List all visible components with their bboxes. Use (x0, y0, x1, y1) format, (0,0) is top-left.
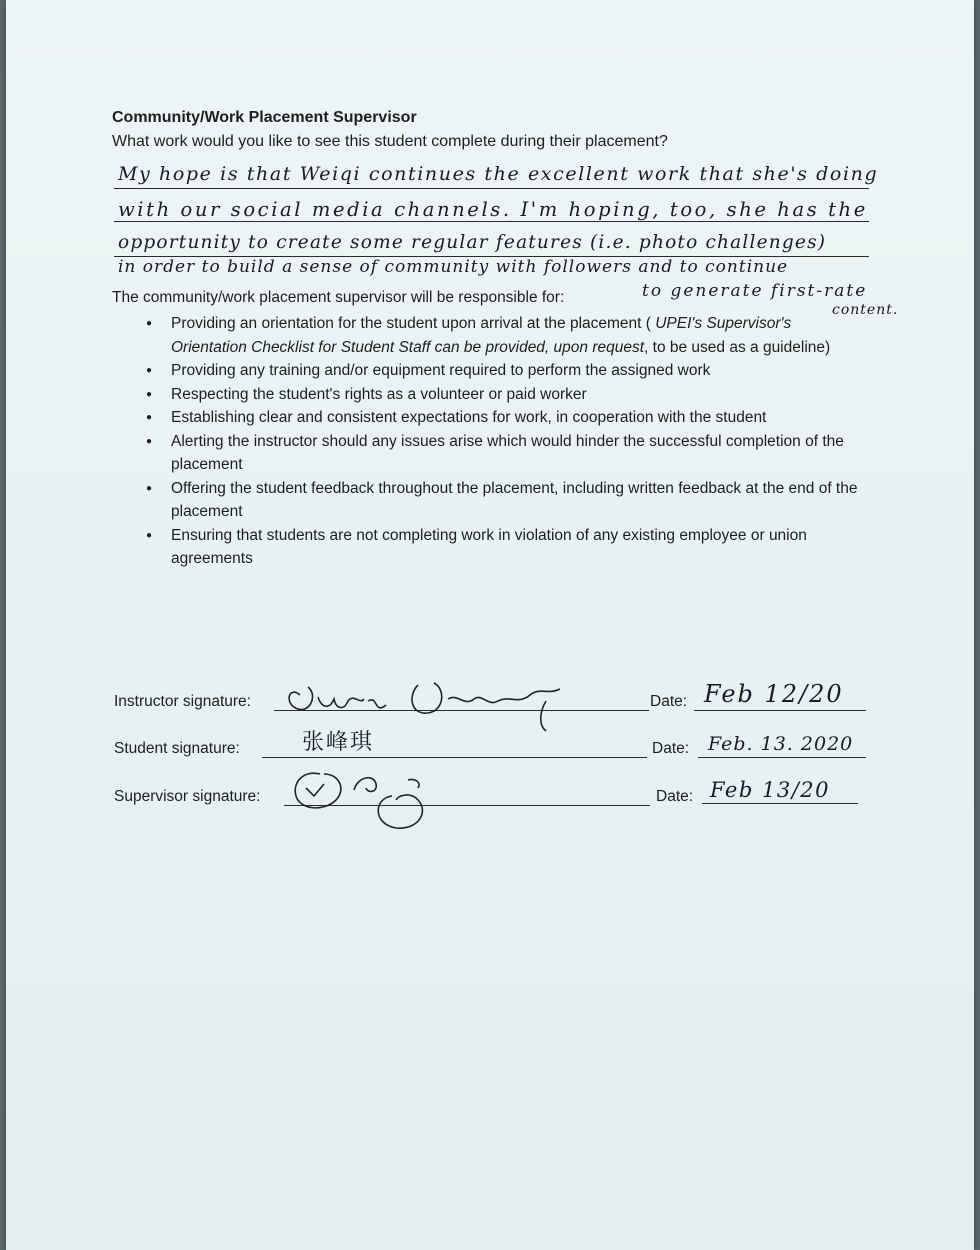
responsibilities-intro: The community/work placement supervisor will be responsible for: (112, 289, 565, 306)
supervisor-signature-scribble (284, 762, 444, 834)
list-item: ● Offering the student feedback throughout the placement, including written feedback at the end of the placement (146, 477, 866, 524)
student-signature-value: 张峰琪 (302, 730, 375, 755)
student-date-line (698, 757, 866, 758)
list-item: ● Alerting the instructor should any issues arise which would hinder the successful completion of the placement (146, 430, 866, 477)
student-signature-line (262, 757, 647, 758)
student-date-label: Date: (652, 740, 690, 757)
handwritten-answer-line: My hope is that Weiqi continues the excellent work that she's doing (118, 163, 879, 185)
list-item: ● Providing an orientation for the student upon arrival at the placement ( UPEI's Supervisor's Orientation Checklist for Student Staff can be provided, upon request, to be used as a guideline) (146, 312, 866, 359)
checklist-reference: UPEI's Supervisor's Orientation Checklist for Student Staff can be provided, upon request (171, 315, 792, 356)
document-page (6, 0, 974, 1250)
instructor-signature-label: Instructor signature: (114, 693, 251, 710)
instructor-date-label: Date: (650, 693, 688, 710)
answer-rule (114, 221, 869, 222)
supervisor-date-label: Date: (656, 788, 694, 805)
list-item: ● Providing any training and/or equipment required to perform the assigned work (146, 359, 866, 383)
list-item: ● Establishing clear and consistent expectations for work, in cooperation with the student (146, 406, 866, 430)
student-signature-label: Student signature: (114, 740, 240, 757)
placement-question: What work would you like to see this student complete during their placement? (112, 133, 668, 150)
instructor-date-line (694, 710, 866, 711)
supervisor-date-line (702, 803, 858, 804)
handwritten-answer-line: to generate first-rate (642, 281, 868, 301)
responsibilities-list (146, 312, 866, 571)
handwritten-answer-line: with our social media channels. I'm hoping, too, she has the (118, 198, 868, 221)
student-date-value: Feb. 13. 2020 (708, 733, 854, 755)
section-heading: Community/Work Placement Supervisor (112, 109, 417, 126)
supervisor-signature-label: Supervisor signature: (114, 788, 261, 805)
handwritten-answer-line: content. (832, 302, 899, 318)
supervisor-date-value: Feb 13/20 (710, 778, 830, 802)
handwritten-answer-line: in order to build a sense of community with followers and to continue (118, 257, 789, 277)
list-item: ● Ensuring that students are not completing work in violation of any existing employee or union agreements (146, 524, 866, 571)
instructor-date-value: Feb 12/20 (704, 680, 844, 708)
list-item: ● Respecting the student's rights as a volunteer or paid worker (146, 383, 866, 407)
handwritten-answer-line: opportunity to create some regular features (i.e. photo challenges) (118, 232, 827, 253)
answer-rule (114, 188, 869, 189)
